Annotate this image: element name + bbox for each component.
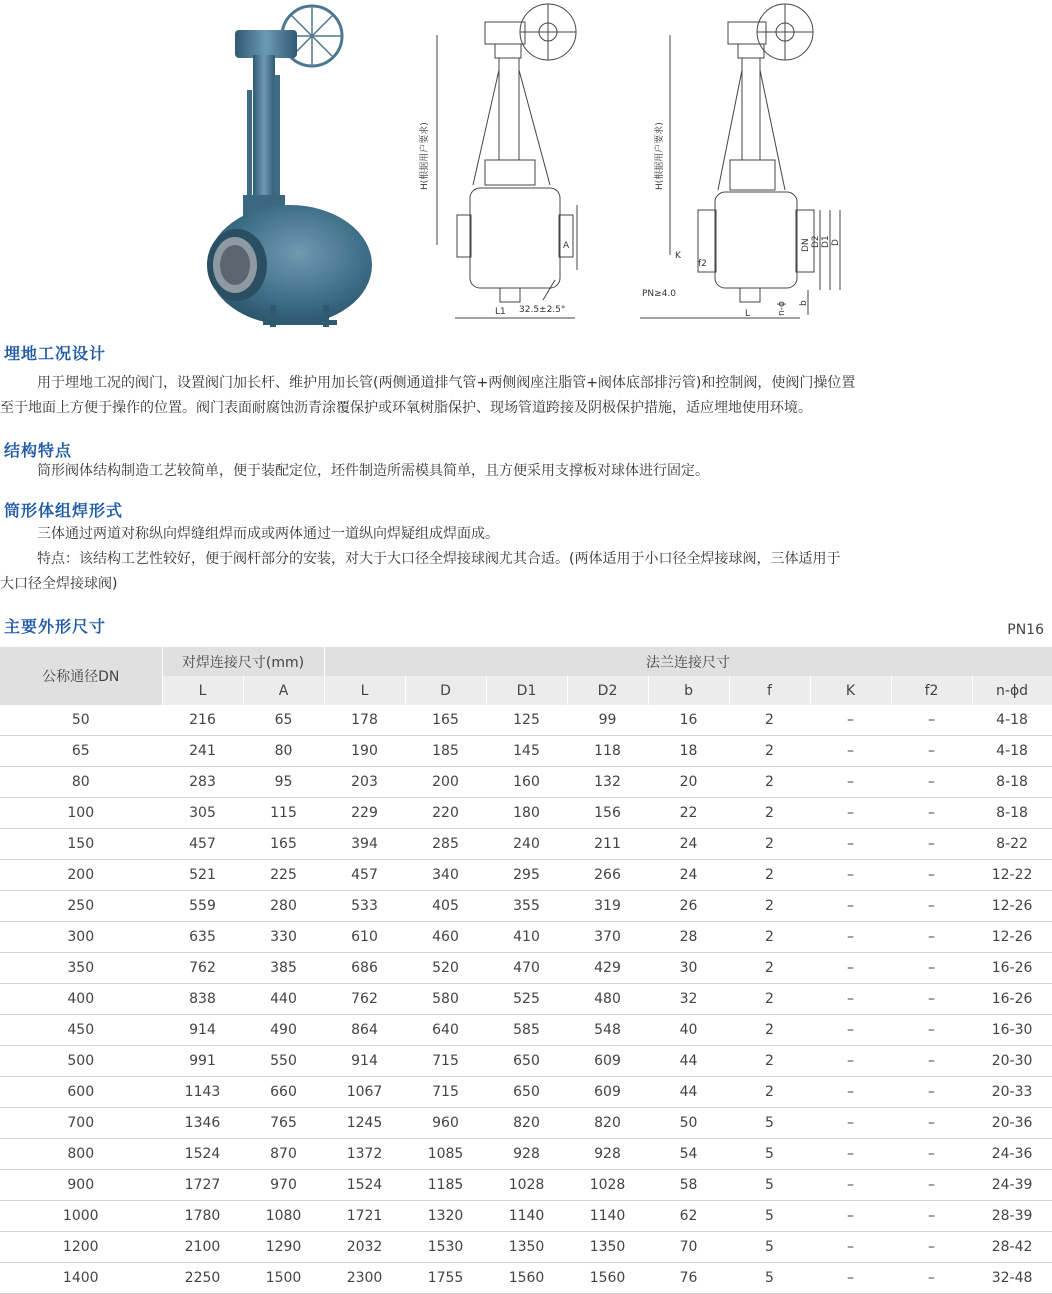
- table-cell: 225: [243, 860, 324, 891]
- table-cell: 1727: [162, 1170, 243, 1201]
- table-cell: 500: [0, 1046, 162, 1077]
- table-cell: 1140: [486, 1201, 567, 1232]
- table-cell: 715: [405, 1046, 486, 1077]
- table-cell: 548: [567, 1015, 648, 1046]
- table-cell: 1143: [162, 1077, 243, 1108]
- table-cell: 457: [324, 860, 405, 891]
- table-cell: –: [810, 984, 891, 1015]
- paragraph: 筒形阀体结构制造工艺较简单，便于装配定位，坯件制造所需模具简单，且方便采用支撑板对球体进行固定。: [37, 463, 709, 479]
- table-cell: 1372: [324, 1139, 405, 1170]
- table-row: [0, 736, 1052, 767]
- table-row: [0, 860, 1052, 891]
- table-cell: 99: [567, 705, 648, 736]
- table-cell: –: [891, 1170, 972, 1201]
- header-flange: 法兰连接尺寸: [324, 647, 1052, 676]
- table-cell: 900: [0, 1170, 162, 1201]
- table-cell: 26: [648, 891, 729, 922]
- table-cell: –: [810, 736, 891, 767]
- table-cell: 203: [324, 767, 405, 798]
- dim-dn: DN: [801, 238, 811, 252]
- paragraph: 用于埋地工况的阀门，设置阀门加长杆、维护用加长管(两侧通道排气管+两侧阀座注脂管+阀体底部排污管)和控制阀，使阀门操位置: [37, 375, 856, 391]
- table-cell: 70: [648, 1232, 729, 1263]
- table-cell: 533: [324, 891, 405, 922]
- paragraph: 三体通过两道对称纵向焊缝组焊而成或两体通过一道纵向焊疑组成焊面成。: [37, 526, 499, 542]
- dim-d2: D2: [811, 235, 821, 248]
- table-cell: 660: [243, 1077, 324, 1108]
- table-cell: 118: [567, 736, 648, 767]
- table-cell: 490: [243, 1015, 324, 1046]
- table-cell: 1350: [486, 1232, 567, 1263]
- table-cell: 30: [648, 953, 729, 984]
- table-cell: 50: [648, 1108, 729, 1139]
- table-cell: 820: [567, 1108, 648, 1139]
- table-cell: 160: [486, 767, 567, 798]
- table-cell: 165: [405, 705, 486, 736]
- section-title-dimensions: 主要外形尺寸: [4, 617, 107, 636]
- table-cell: 470: [486, 953, 567, 984]
- table-cell: –: [891, 1232, 972, 1263]
- table-cell: 200: [405, 767, 486, 798]
- table-cell: 285: [405, 829, 486, 860]
- table-cell: 40: [648, 1015, 729, 1046]
- table-cell: 28: [648, 922, 729, 953]
- column-header: A: [243, 676, 324, 705]
- table-cell: 838: [162, 984, 243, 1015]
- table-cell: –: [891, 922, 972, 953]
- table-cell: 80: [0, 767, 162, 798]
- dim-d1: D1: [821, 235, 831, 248]
- table-row: [0, 798, 1052, 829]
- table-cell: 762: [324, 984, 405, 1015]
- header-weld: 对焊连接尺寸(mm): [162, 647, 324, 676]
- table-cell: 20-30: [972, 1046, 1052, 1077]
- table-cell: 1350: [567, 1232, 648, 1263]
- table-cell: 480: [567, 984, 648, 1015]
- table-cell: 2: [729, 984, 810, 1015]
- table-cell: 914: [162, 1015, 243, 1046]
- table-cell: 62: [648, 1201, 729, 1232]
- table-cell: 20-36: [972, 1108, 1052, 1139]
- valve-photo: [195, 0, 385, 330]
- table-cell: 16-26: [972, 984, 1052, 1015]
- table-row: [0, 1108, 1052, 1139]
- table-cell: 800: [0, 1139, 162, 1170]
- table-cell: 700: [0, 1108, 162, 1139]
- table-cell: 165: [243, 829, 324, 860]
- table-cell: 125: [486, 705, 567, 736]
- table-cell: 65: [243, 705, 324, 736]
- table-cell: 864: [324, 1015, 405, 1046]
- table-cell: 132: [567, 767, 648, 798]
- table-cell: 65: [0, 736, 162, 767]
- table-cell: 8-22: [972, 829, 1052, 860]
- table-cell: –: [891, 736, 972, 767]
- table-row: [0, 984, 1052, 1015]
- table-cell: 450: [0, 1015, 162, 1046]
- table-cell: 100: [0, 798, 162, 829]
- dim-a: A: [563, 241, 570, 251]
- table-cell: 991: [162, 1046, 243, 1077]
- table-cell: 686: [324, 953, 405, 984]
- table-cell: 58: [648, 1170, 729, 1201]
- column-header: D1: [486, 676, 567, 705]
- table-cell: 12-26: [972, 891, 1052, 922]
- table-row: [0, 891, 1052, 922]
- table-cell: 200: [0, 860, 162, 891]
- table-cell: 16: [648, 705, 729, 736]
- h-label-2: H(根据用户要求): [655, 122, 665, 190]
- flange-end-drawing: [640, 0, 850, 330]
- table-cell: 2: [729, 1015, 810, 1046]
- table-cell: 1346: [162, 1108, 243, 1139]
- table-cell: 385: [243, 953, 324, 984]
- table-cell: –: [891, 1046, 972, 1077]
- table-cell: 12-26: [972, 922, 1052, 953]
- table-cell: 319: [567, 891, 648, 922]
- table-cell: 1500: [243, 1263, 324, 1294]
- table-cell: –: [810, 1232, 891, 1263]
- table-cell: 8-18: [972, 798, 1052, 829]
- table-cell: 150: [0, 829, 162, 860]
- table-cell: –: [810, 891, 891, 922]
- table-cell: 266: [567, 860, 648, 891]
- table-cell: 2: [729, 767, 810, 798]
- table-cell: –: [891, 860, 972, 891]
- table-row: [0, 1139, 1052, 1170]
- table-cell: 580: [405, 984, 486, 1015]
- column-header: D: [405, 676, 486, 705]
- section-title-buried: 埋地工况设计: [4, 344, 107, 363]
- table-cell: 24-36: [972, 1139, 1052, 1170]
- table-cell: 20: [648, 767, 729, 798]
- table-cell: –: [810, 1015, 891, 1046]
- table-cell: 1780: [162, 1201, 243, 1232]
- table-cell: 2: [729, 922, 810, 953]
- table-cell: 54: [648, 1139, 729, 1170]
- table-cell: 355: [486, 891, 567, 922]
- table-cell: 350: [0, 953, 162, 984]
- table-cell: –: [891, 1139, 972, 1170]
- dim-l: L: [745, 309, 751, 319]
- table-cell: 429: [567, 953, 648, 984]
- table-cell: 550: [243, 1046, 324, 1077]
- table-cell: 211: [567, 829, 648, 860]
- weld-end-drawing: [415, 0, 605, 330]
- dim-l1: L1: [495, 307, 506, 317]
- table-cell: 305: [162, 798, 243, 829]
- table-body: [0, 705, 1052, 1294]
- table-cell: 2: [729, 829, 810, 860]
- paragraph: 大口径全焊接球阀): [0, 576, 118, 592]
- table-cell: 1028: [567, 1170, 648, 1201]
- table-cell: 340: [405, 860, 486, 891]
- table-cell: 240: [486, 829, 567, 860]
- table-cell: 4-18: [972, 705, 1052, 736]
- table-cell: 914: [324, 1046, 405, 1077]
- table-cell: –: [891, 1263, 972, 1294]
- table-cell: 609: [567, 1046, 648, 1077]
- table-cell: –: [810, 798, 891, 829]
- table-cell: 216: [162, 705, 243, 736]
- table-cell: 1028: [486, 1170, 567, 1201]
- table-row: [0, 953, 1052, 984]
- table-cell: 5: [729, 1108, 810, 1139]
- table-cell: 50: [0, 705, 162, 736]
- dim-f2: f2: [698, 259, 707, 269]
- table-cell: –: [810, 1170, 891, 1201]
- table-cell: 960: [405, 1108, 486, 1139]
- table-row: [0, 1046, 1052, 1077]
- header-dn: 公称通径DN: [0, 647, 162, 705]
- table-cell: 5: [729, 1232, 810, 1263]
- table-cell: 1320: [405, 1201, 486, 1232]
- table-cell: 585: [486, 1015, 567, 1046]
- table-cell: 440: [243, 984, 324, 1015]
- section-body-structure: [0, 459, 1052, 484]
- table-cell: –: [810, 829, 891, 860]
- table-cell: 220: [405, 798, 486, 829]
- table-cell: 145: [486, 736, 567, 767]
- table-cell: –: [891, 984, 972, 1015]
- table-cell: 1245: [324, 1108, 405, 1139]
- table-cell: 1400: [0, 1263, 162, 1294]
- dim-pn: PN≥4.0: [642, 289, 677, 299]
- table-cell: 1524: [162, 1139, 243, 1170]
- table-cell: 295: [486, 860, 567, 891]
- table-cell: –: [891, 767, 972, 798]
- table-cell: 635: [162, 922, 243, 953]
- table-cell: 24: [648, 829, 729, 860]
- table-cell: 640: [405, 1015, 486, 1046]
- table-cell: 820: [486, 1108, 567, 1139]
- table-cell: 12-22: [972, 860, 1052, 891]
- dim-k: K: [675, 251, 681, 261]
- table-cell: 156: [567, 798, 648, 829]
- table-cell: 76: [648, 1263, 729, 1294]
- section-title-welding: 筒形体组焊形式: [4, 501, 124, 520]
- table-cell: 1721: [324, 1201, 405, 1232]
- table-cell: 2032: [324, 1232, 405, 1263]
- table-cell: 178: [324, 705, 405, 736]
- table-cell: 16-30: [972, 1015, 1052, 1046]
- table-cell: 405: [405, 891, 486, 922]
- table-cell: 20-33: [972, 1077, 1052, 1108]
- table-cell: 394: [324, 829, 405, 860]
- paragraph: 特点：该结构工艺性较好，便于阀杆部分的安装，对大于大口径全焊接球阀尤其合适。(两体适用于小口径全焊接球阀，三体适用于: [37, 551, 841, 567]
- table-row: [0, 1015, 1052, 1046]
- table-cell: 2: [729, 736, 810, 767]
- table-cell: 600: [0, 1077, 162, 1108]
- table-cell: 762: [162, 953, 243, 984]
- column-header: n-ϕd: [972, 676, 1052, 705]
- table-cell: 410: [486, 922, 567, 953]
- table-cell: –: [891, 891, 972, 922]
- pn-label: PN16: [1007, 622, 1044, 638]
- table-cell: –: [810, 1263, 891, 1294]
- table-cell: 32: [648, 984, 729, 1015]
- column-header: L: [162, 676, 243, 705]
- table-cell: 1085: [405, 1139, 486, 1170]
- table-cell: –: [891, 1108, 972, 1139]
- table-cell: 18: [648, 736, 729, 767]
- table-cell: –: [891, 1077, 972, 1108]
- table-cell: –: [810, 860, 891, 891]
- table-cell: 241: [162, 736, 243, 767]
- table-cell: 2: [729, 860, 810, 891]
- table-cell: 1530: [405, 1232, 486, 1263]
- table-cell: 1080: [243, 1201, 324, 1232]
- table-cell: 870: [243, 1139, 324, 1170]
- table-cell: 525: [486, 984, 567, 1015]
- table-row: [0, 829, 1052, 860]
- table-cell: 650: [486, 1077, 567, 1108]
- table-cell: 559: [162, 891, 243, 922]
- dimension-table: [0, 647, 1052, 1294]
- table-cell: –: [810, 1139, 891, 1170]
- table-cell: 1067: [324, 1077, 405, 1108]
- column-header: b: [648, 676, 729, 705]
- column-header: K: [810, 676, 891, 705]
- table-row: [0, 1077, 1052, 1108]
- table-cell: 1290: [243, 1232, 324, 1263]
- column-header: L: [324, 676, 405, 705]
- table-cell: 370: [567, 922, 648, 953]
- table-cell: 5: [729, 1139, 810, 1170]
- table-cell: –: [810, 1108, 891, 1139]
- table-cell: 24-39: [972, 1170, 1052, 1201]
- table-cell: 457: [162, 829, 243, 860]
- table-cell: 1140: [567, 1201, 648, 1232]
- table-cell: 1560: [567, 1263, 648, 1294]
- table-cell: 115: [243, 798, 324, 829]
- paragraph: 至于地面上方便于操作的位置。阀门表面耐腐蚀沥青涂覆保护或环氧树脂保护、现场管道跨接及阴极保护措施，适应埋地使用环境。: [0, 400, 812, 416]
- table-cell: 5: [729, 1170, 810, 1201]
- table-cell: 8-18: [972, 767, 1052, 798]
- table-cell: 24: [648, 860, 729, 891]
- table-cell: 460: [405, 922, 486, 953]
- table-cell: 765: [243, 1108, 324, 1139]
- dim-angle: 32.5±2.5°: [519, 305, 566, 315]
- table-cell: 609: [567, 1077, 648, 1108]
- dim-d: D: [831, 239, 841, 246]
- table-cell: –: [891, 1015, 972, 1046]
- table-cell: 2300: [324, 1263, 405, 1294]
- table-cell: 2: [729, 891, 810, 922]
- table-cell: 970: [243, 1170, 324, 1201]
- table-cell: 928: [486, 1139, 567, 1170]
- table-cell: 5: [729, 1201, 810, 1232]
- table-cell: 300: [0, 922, 162, 953]
- table-cell: –: [810, 1201, 891, 1232]
- table-cell: 1560: [486, 1263, 567, 1294]
- table-cell: 80: [243, 736, 324, 767]
- section-body-buried: [0, 371, 1052, 421]
- table-cell: 22: [648, 798, 729, 829]
- table-row: [0, 1201, 1052, 1232]
- table-cell: 1185: [405, 1170, 486, 1201]
- table-cell: 650: [486, 1046, 567, 1077]
- table-cell: 521: [162, 860, 243, 891]
- table-cell: 1755: [405, 1263, 486, 1294]
- table-cell: 28-42: [972, 1232, 1052, 1263]
- table-row: [0, 922, 1052, 953]
- table-cell: –: [810, 953, 891, 984]
- table-row: [0, 767, 1052, 798]
- table-cell: 32-48: [972, 1263, 1052, 1294]
- table-cell: –: [891, 1201, 972, 1232]
- table-cell: –: [810, 767, 891, 798]
- table-cell: 1524: [324, 1170, 405, 1201]
- table-cell: 44: [648, 1046, 729, 1077]
- column-header: f: [729, 676, 810, 705]
- table-cell: 28-39: [972, 1201, 1052, 1232]
- table-cell: 180: [486, 798, 567, 829]
- table-cell: –: [891, 953, 972, 984]
- table-cell: 2: [729, 1077, 810, 1108]
- table-cell: –: [810, 705, 891, 736]
- h-label: H(根据用户要求): [420, 122, 430, 190]
- table-cell: 1200: [0, 1232, 162, 1263]
- table-cell: –: [891, 798, 972, 829]
- column-header: f2: [891, 676, 972, 705]
- table-cell: 2100: [162, 1232, 243, 1263]
- table-cell: 280: [243, 891, 324, 922]
- table-cell: 185: [405, 736, 486, 767]
- table-row: [0, 1232, 1052, 1263]
- section-body-welding: [0, 522, 1052, 597]
- table-cell: –: [810, 1046, 891, 1077]
- table-cell: 400: [0, 984, 162, 1015]
- table-cell: 610: [324, 922, 405, 953]
- table-cell: 2: [729, 1046, 810, 1077]
- table-cell: 95: [243, 767, 324, 798]
- table-cell: –: [891, 705, 972, 736]
- table-cell: 2: [729, 953, 810, 984]
- table-cell: 229: [324, 798, 405, 829]
- table-row: [0, 1170, 1052, 1201]
- table-cell: 2: [729, 798, 810, 829]
- section-title-structure: 结构特点: [4, 441, 73, 460]
- table-row: [0, 1263, 1052, 1294]
- table-cell: 16-26: [972, 953, 1052, 984]
- table-cell: –: [891, 829, 972, 860]
- dim-nphi: n-ϕ: [777, 301, 787, 316]
- table-cell: 2250: [162, 1263, 243, 1294]
- table-cell: 250: [0, 891, 162, 922]
- column-header: D2: [567, 676, 648, 705]
- table-cell: 4-18: [972, 736, 1052, 767]
- table-cell: 1000: [0, 1201, 162, 1232]
- table-cell: –: [810, 922, 891, 953]
- table-cell: 330: [243, 922, 324, 953]
- table-cell: 520: [405, 953, 486, 984]
- table-cell: 2: [729, 705, 810, 736]
- table-cell: 283: [162, 767, 243, 798]
- table-cell: –: [810, 1077, 891, 1108]
- table-cell: 44: [648, 1077, 729, 1108]
- table-cell: 5: [729, 1263, 810, 1294]
- dim-b: b: [799, 300, 809, 306]
- table-cell: 928: [567, 1139, 648, 1170]
- table-cell: 190: [324, 736, 405, 767]
- table-cell: 715: [405, 1077, 486, 1108]
- table-row: [0, 705, 1052, 736]
